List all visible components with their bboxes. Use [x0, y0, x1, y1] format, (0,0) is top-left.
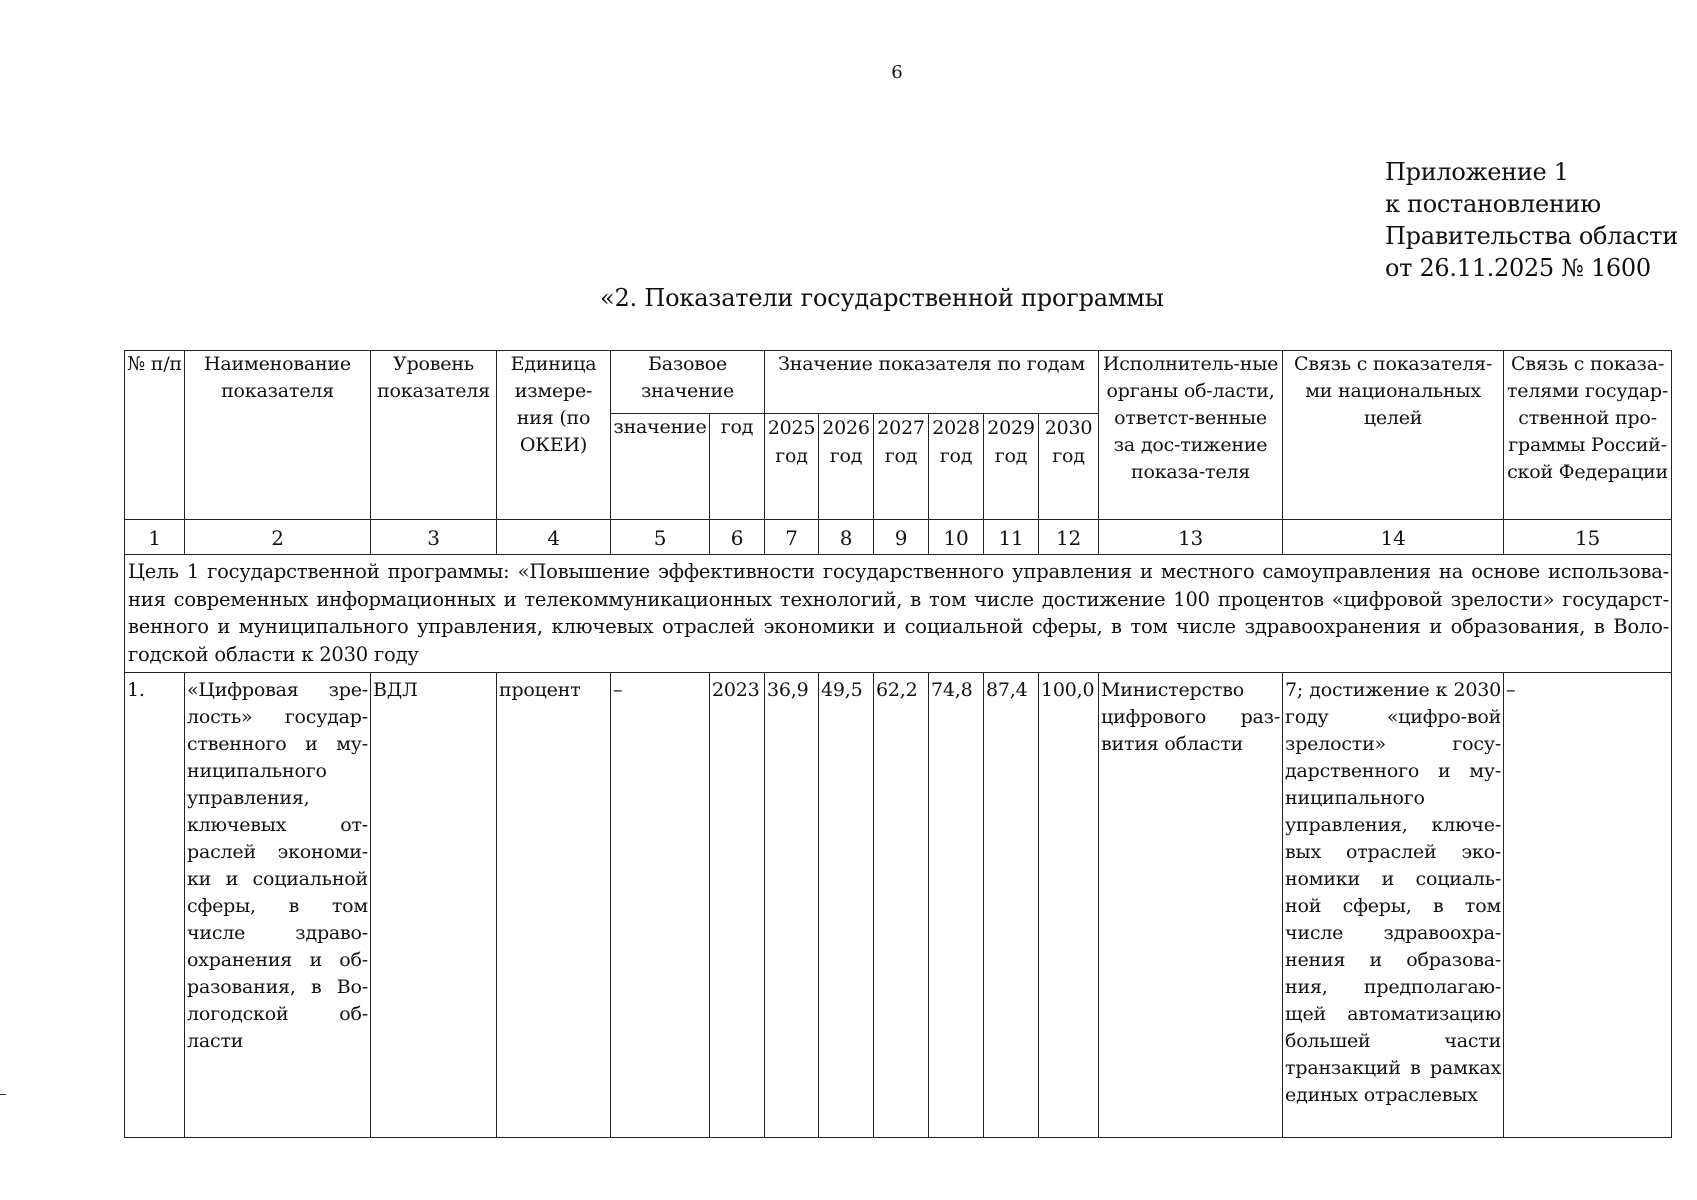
header-row-1 — [125, 351, 1672, 414]
row-federal-program: – — [1504, 673, 1672, 1138]
column-number: 9 — [874, 520, 929, 555]
header-base: Базовое значение — [611, 351, 765, 414]
row-unit: процент — [497, 673, 611, 1138]
column-number: 5 — [611, 520, 710, 555]
header-national-goals: Связь с показателя-ми национальных целей — [1283, 351, 1504, 520]
header-year-2027: 2027 год — [874, 414, 929, 520]
page-number: 6 — [891, 62, 903, 83]
header-federal-program: Связь с показа-телями государ-ственной про-граммы Россий-ской Федерации — [1504, 351, 1672, 520]
appendix-line-1: Приложение 1 — [1385, 158, 1569, 186]
row-value-2030: 100,0 — [1039, 673, 1099, 1138]
column-number-row — [125, 520, 1672, 555]
row-national-goals: 7; достижение к 2030 году «цифро-вой зрелости» госу-дарственного и му-ниципального управления, ключе-вых отраслей эко-номики и социаль-ной сферы, в том числе здравоохра-нения и образова-ния, предполагаю-щей автоматизацию большей части транзакций в рамках единых отраслевых — [1283, 673, 1504, 1138]
row-num: 1. — [125, 673, 185, 1138]
header-base-value: значение — [611, 414, 710, 520]
header-unit: Единица измере-ния (по ОКЕИ) — [497, 351, 611, 520]
column-number: 11 — [984, 520, 1039, 555]
margin-mark — [0, 1094, 6, 1095]
appendix-line-3: Правительства области — [1385, 222, 1678, 250]
row-value-2029: 87,4 — [984, 673, 1039, 1138]
column-number: 15 — [1504, 520, 1672, 555]
document-title: «2. Показатели государственной программы — [600, 284, 1164, 312]
header-year-2029: 2029 год — [984, 414, 1039, 520]
header-executors: Исполнитель-ные органы об-ласти, ответст-венные за дос-тижение показа-теля — [1099, 351, 1283, 520]
appendix-line-2: к постановлению — [1385, 190, 1601, 218]
appendix-line-4: от 26.11.2025 № 1600 — [1385, 254, 1651, 282]
indicators-table — [124, 350, 1672, 1138]
header-year-2026: 2026 год — [819, 414, 874, 520]
row-level: ВДЛ — [371, 673, 497, 1138]
column-number: 3 — [371, 520, 497, 555]
row-executor: Министерство цифрового раз-вития области — [1099, 673, 1283, 1138]
header-name: Наименование показателя — [185, 351, 371, 520]
header-year-2025: 2025 год — [765, 414, 819, 520]
goal-text: Цель 1 государственной программы: «Повышение эффективности государственного управления и местного самоуправления на основе использова-ния современных информационных и телекоммуникационных технологий, в том числе достижение 100 процентов «цифровой зрелости» государст-венного и муниципального управления, ключевых отраслей экономики и социальной сферы, в том числе здравоохранения и образования, в Воло-годской области к 2030 году — [125, 555, 1672, 673]
column-number: 10 — [929, 520, 984, 555]
header-year-2030: 2030 год — [1039, 414, 1099, 520]
goal-row — [125, 555, 1672, 673]
row-value-2027: 62,2 — [874, 673, 929, 1138]
column-number: 8 — [819, 520, 874, 555]
header-base-year: год — [710, 414, 765, 520]
row-value-2026: 49,5 — [819, 673, 874, 1138]
appendix-block — [1385, 156, 1678, 284]
header-num: № п/п — [125, 351, 185, 520]
row-base-year: 2023 — [710, 673, 765, 1138]
row-indicator-name: «Цифровая зре-лость» государ-ственного и му-ниципального управления, ключевых от-раслей экономи-ки и социальной сферы, в том числе здраво-охранения и об-разования, в Во-логодской об-ласти — [185, 673, 371, 1138]
column-number: 12 — [1039, 520, 1099, 555]
table-row — [125, 673, 1672, 1138]
header-by-years: Значение показателя по годам — [765, 351, 1099, 414]
row-base-value: – — [611, 673, 710, 1138]
row-value-2028: 74,8 — [929, 673, 984, 1138]
column-number: 1 — [125, 520, 185, 555]
header-level: Уровень показателя — [371, 351, 497, 520]
row-value-2025: 36,9 — [765, 673, 819, 1138]
column-number: 4 — [497, 520, 611, 555]
column-number: 2 — [185, 520, 371, 555]
header-year-2028: 2028 год — [929, 414, 984, 520]
column-number: 13 — [1099, 520, 1283, 555]
column-number: 7 — [765, 520, 819, 555]
column-number: 14 — [1283, 520, 1504, 555]
column-number: 6 — [710, 520, 765, 555]
